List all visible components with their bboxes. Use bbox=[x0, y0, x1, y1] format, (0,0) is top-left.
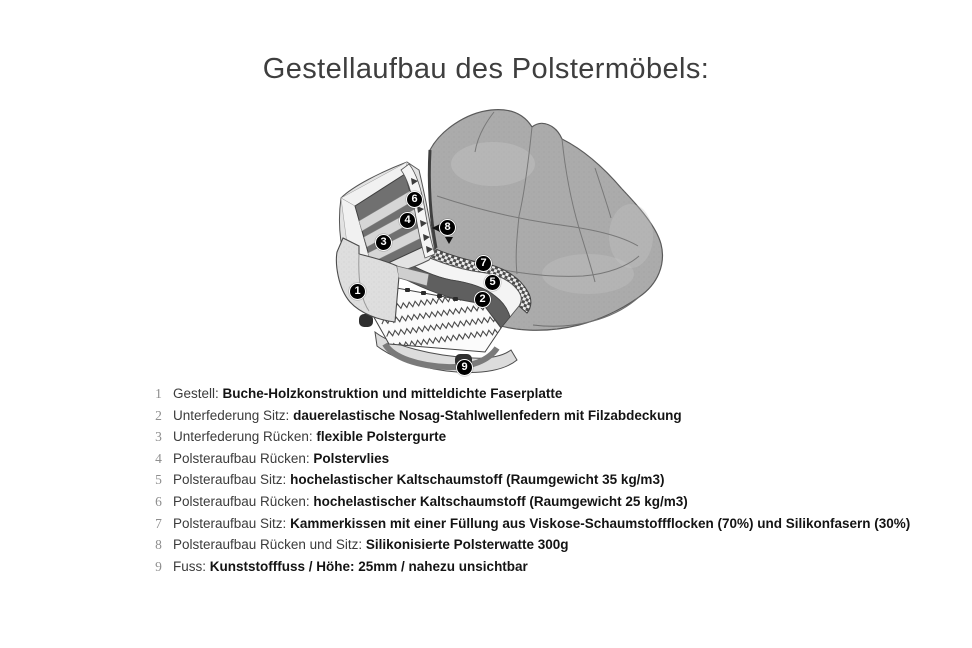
callout-3: 3 bbox=[375, 234, 392, 251]
item-number: 5 bbox=[155, 472, 162, 488]
item-description: Kammerkissen mit einer Füllung aus Viskose-Schaumstoffflocken (70%) und Silikonfasern (30%) bbox=[290, 515, 911, 531]
list-item-3 bbox=[150, 426, 922, 448]
parts-list bbox=[150, 383, 922, 577]
callout-9: 9 bbox=[456, 359, 473, 376]
item-description: hochelastischer Kaltschaumstoff (Raumgewicht 25 kg/m3) bbox=[313, 493, 688, 509]
callout-6: 6 bbox=[406, 191, 423, 208]
item-number: 1 bbox=[155, 386, 162, 401]
item-label: Polsteraufbau Rücken: bbox=[173, 450, 310, 466]
item-label: Unterfederung Sitz: bbox=[173, 407, 290, 423]
item-description: dauerelastische Nosag-Stahlwellenfedern mit Filzabdeckung bbox=[293, 407, 682, 423]
list-item-4 bbox=[150, 448, 922, 470]
item-description: Silikonisierte Polsterwatte 300g bbox=[365, 537, 569, 553]
callout-7: 7 bbox=[475, 255, 492, 272]
item-number: 9 bbox=[155, 558, 162, 574]
list-item-6 bbox=[150, 491, 922, 513]
item-description: Kunststofffuss / Höhe: 25mm / nahezu unsichtbar bbox=[209, 558, 528, 574]
item-label: Polsteraufbau Rücken und Sitz: bbox=[173, 537, 363, 553]
item-label: Gestell: bbox=[173, 386, 219, 401]
item-description: flexible Polstergurte bbox=[316, 429, 447, 445]
page-title: Gestellaufbau des Polstermöbels: bbox=[262, 53, 710, 85]
list-item-1 bbox=[150, 383, 922, 405]
item-number: 8 bbox=[155, 537, 162, 553]
item-label: Unterfederung Rücken: bbox=[173, 429, 313, 445]
item-label: Fuss: bbox=[173, 558, 207, 574]
callout-4: 4 bbox=[399, 212, 416, 229]
item-number: 3 bbox=[155, 429, 162, 445]
item-label: Polsteraufbau Rücken: bbox=[173, 493, 310, 509]
list-item-8 bbox=[150, 534, 922, 556]
item-label: Polsteraufbau Sitz: bbox=[173, 515, 287, 531]
item-description: Polstervlies bbox=[313, 450, 390, 466]
item-number: 4 bbox=[155, 450, 162, 466]
list-item-9 bbox=[150, 556, 922, 578]
callout-2: 2 bbox=[474, 291, 491, 308]
list-item-7 bbox=[150, 513, 922, 535]
item-number: 7 bbox=[155, 515, 162, 531]
item-label: Polsteraufbau Sitz: bbox=[173, 472, 287, 488]
callout-5: 5 bbox=[484, 274, 501, 291]
item-description: Buche-Holzkonstruktion und mitteldichte Faserplatte bbox=[222, 386, 563, 401]
callout-8: 8 bbox=[439, 219, 456, 236]
list-item-5 bbox=[150, 469, 922, 491]
item-number: 6 bbox=[155, 493, 162, 509]
callout-1: 1 bbox=[349, 283, 366, 300]
item-number: 2 bbox=[155, 407, 162, 423]
list-item-2 bbox=[150, 405, 922, 427]
item-description: hochelastischer Kaltschaumstoff (Raumgewicht 35 kg/m3) bbox=[290, 472, 665, 488]
sofa-cutaway-diagram bbox=[333, 106, 667, 384]
